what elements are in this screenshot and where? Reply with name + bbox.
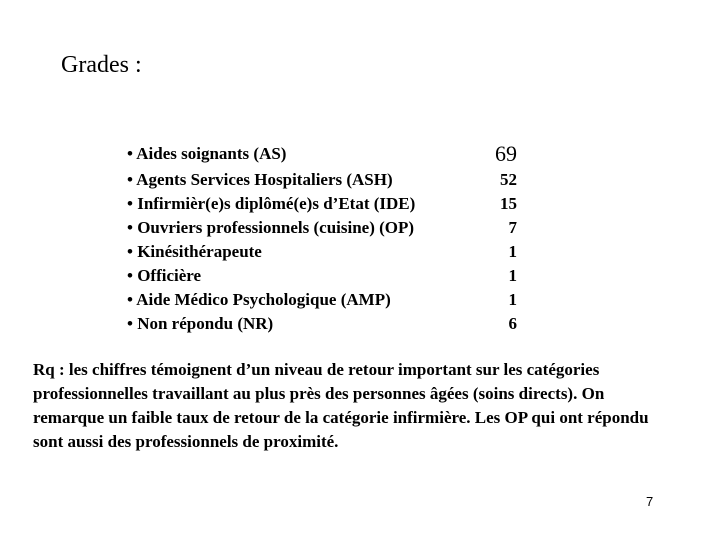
grade-label: • Non répondu (NR) [127, 314, 274, 333]
page-number: 7 [646, 494, 654, 509]
grade-row-ide [127, 192, 527, 216]
grade-count: 15 [500, 194, 517, 213]
grade-row-ash [127, 168, 527, 192]
grade-label: • Ouvriers professionnels (cuisine) (OP) [127, 218, 415, 237]
grade-label: • Kinésithérapeute [127, 242, 262, 261]
grade-row-nr [127, 312, 527, 336]
grade-count: 52 [500, 170, 517, 189]
grade-row-officiere [127, 264, 527, 288]
grade-count: 1 [508, 266, 517, 285]
remark-paragraph: Rq : les chiffres témoignent d’un niveau de retour important sur les catégories professionnelles travaillant au plus près des personnes âgées (soins directs). On remarque un faible taux de retour de la catégorie infirmière. Les OP qui ont répondu sont aussi des professionnels de proximité. [33, 360, 649, 451]
grade-count: 7 [508, 218, 517, 237]
grade-count: 6 [508, 314, 517, 333]
grade-label: • Aide Médico Psychologique (AMP) [127, 290, 391, 309]
slide-title: Grades : [61, 52, 142, 78]
grade-count: 1 [508, 242, 517, 261]
grade-row-op [127, 216, 527, 240]
grade-label: • Infirmièr(e)s diplômé(e)s d’Etat (IDE) [127, 194, 416, 213]
grade-count: 69 [495, 141, 517, 166]
grade-label: • Aides soignants (AS) [127, 144, 287, 163]
grade-row-amp [127, 288, 527, 312]
grade-count: 1 [508, 290, 517, 309]
grade-row-aides-soignants [127, 140, 527, 168]
grade-label: • Agents Services Hospitaliers (ASH) [127, 170, 393, 189]
grade-row-kinesitherapeute [127, 240, 527, 264]
grades-list [127, 140, 527, 336]
grade-label: • Officière [127, 266, 202, 285]
